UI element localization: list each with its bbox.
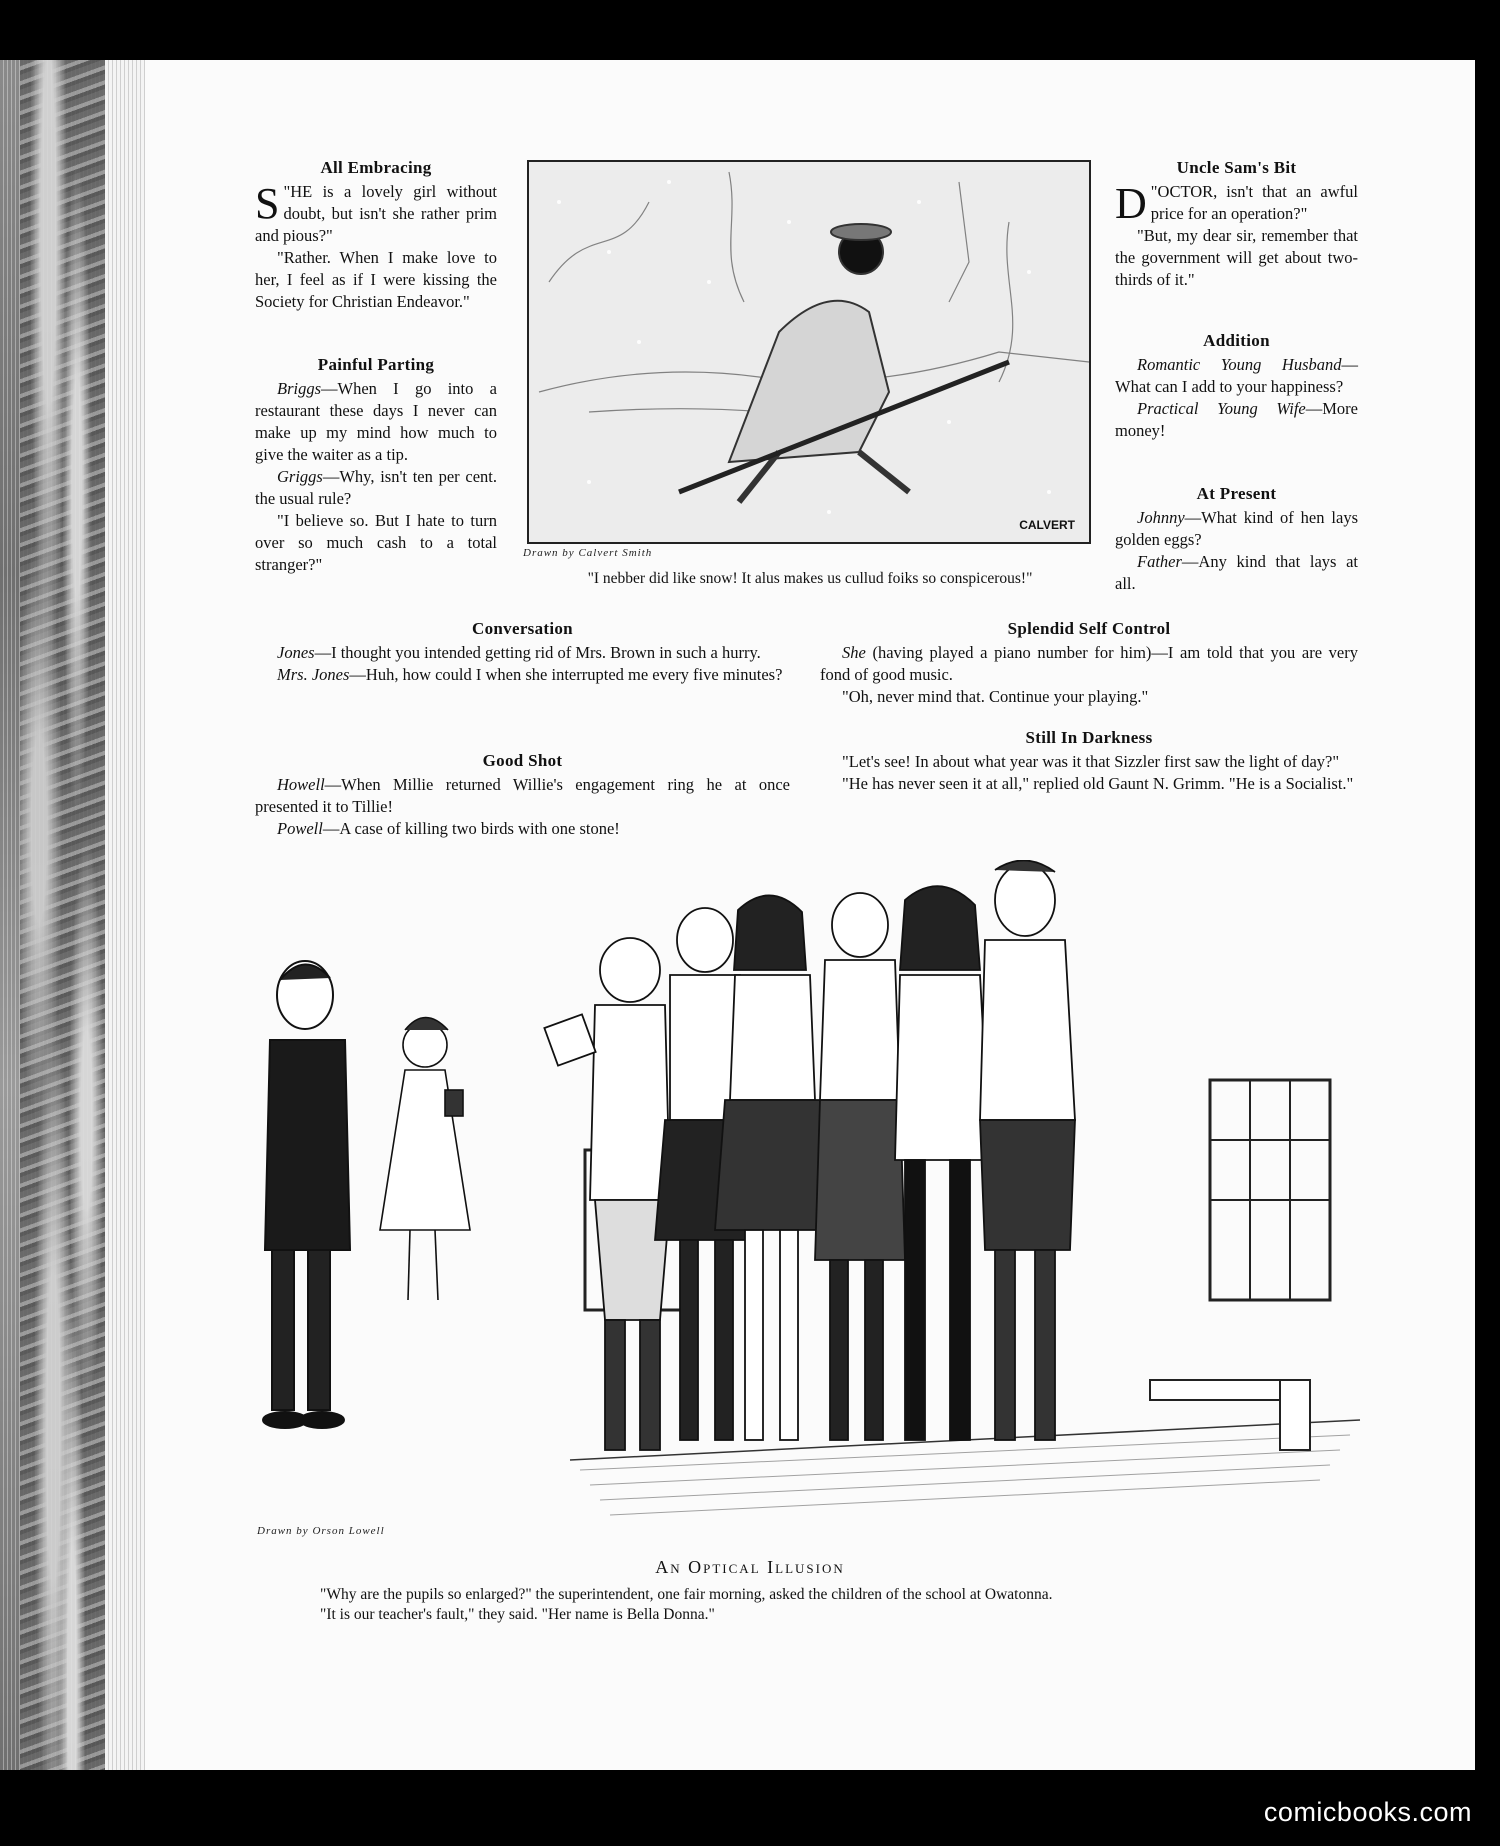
article-paragraph bbox=[255, 378, 497, 466]
article-paragraph: "Oh, never mind that. Continue your playing." bbox=[842, 687, 1149, 706]
snow-cartoon-caption: "I nebber did like snow! It alus makes us cullud foiks so conspicerous!" bbox=[587, 570, 1033, 587]
paragraph-text: —I thought you intended getting rid of Mrs. Brown in such a hurry. bbox=[314, 643, 761, 662]
article-uncle-sams-bit bbox=[1115, 157, 1358, 291]
caption-line: "It is our teacher's fault," they said. "Her name is Bella Donna." bbox=[320, 1606, 715, 1623]
paragraph-text: HE is a lovely girl without doubt, but isn't she rather prim and pious?" bbox=[255, 182, 497, 245]
article-title: Still In Darkness bbox=[1025, 728, 1153, 747]
article-paragraph bbox=[255, 466, 497, 510]
speaker: Jones bbox=[277, 643, 315, 662]
article-paragraph: "Let's see! In about what year was it that Sizzler first saw the light of day?" bbox=[842, 752, 1340, 771]
article-title: Conversation bbox=[472, 619, 573, 638]
article-splendid-self-control bbox=[820, 618, 1358, 708]
article-good-shot bbox=[255, 750, 790, 840]
speaker: Father bbox=[1137, 552, 1182, 571]
article-title: Splendid Self Control bbox=[1007, 619, 1171, 638]
article-title: Painful Parting bbox=[317, 355, 435, 374]
right-border bbox=[1478, 50, 1500, 1770]
paragraph-text: —Huh, how could I when she interrupted me every five minutes? bbox=[349, 665, 783, 684]
drop-cap: S bbox=[255, 179, 280, 228]
drop-cap: D bbox=[1115, 179, 1147, 228]
article-paragraph bbox=[1115, 551, 1358, 595]
article-paragraph bbox=[1115, 179, 1358, 228]
speaker: Romantic Young Husband bbox=[1137, 355, 1342, 374]
speaker: Johnny bbox=[1137, 508, 1185, 527]
speaker: Powell bbox=[277, 819, 323, 838]
paragraph-text: —When Millie returned Willie's engagement ring he at once presented it to Tillie! bbox=[255, 775, 790, 816]
article-paragraph: "Rather. When I make love to her, I feel as if I were kissing the Society for Christian Endeavor." bbox=[255, 248, 497, 311]
article-paragraph bbox=[255, 664, 790, 686]
article-paragraph bbox=[255, 774, 790, 818]
paragraph-text: (having played a piano number for him)—I am told that you are very fond of good music. bbox=[820, 643, 1358, 684]
cartoon-caption bbox=[320, 1585, 1280, 1625]
article-paragraph bbox=[255, 642, 790, 664]
article-all-embracing bbox=[255, 157, 497, 313]
speaker: Practical Young Wife bbox=[1137, 399, 1306, 418]
open-quote: " bbox=[283, 182, 291, 201]
watermark-text: comicbooks.com bbox=[1263, 1797, 1472, 1827]
snow-scene-drawing bbox=[529, 162, 1089, 542]
article-paragraph: "But, my dear sir, remember that the government will get about two-thirds of it." bbox=[1115, 226, 1358, 289]
article-title: Good Shot bbox=[482, 751, 563, 770]
snow-cartoon-illustration bbox=[527, 160, 1091, 544]
paragraph-text: —More money! bbox=[1115, 399, 1358, 440]
article-painful-parting bbox=[255, 354, 497, 576]
article-paragraph: "He has never seen it at all," replied old Gaunt N. Grimm. "He is a Socialist." bbox=[842, 774, 1354, 793]
paragraph-text: —Any kind that lays at all. bbox=[1115, 552, 1358, 593]
classroom-drawing bbox=[250, 860, 1380, 1540]
caption-line: "Why are the pupils so enlarged?" the superintendent, one fair morning, asked the children of the school at Owatonna. bbox=[320, 1586, 1053, 1603]
article-paragraph bbox=[1115, 507, 1358, 551]
paragraph-text: OCTOR, isn't that an awful price for an operation?" bbox=[1150, 182, 1358, 223]
article-at-present bbox=[1115, 483, 1358, 595]
speaker: Briggs bbox=[277, 379, 322, 398]
paragraph-text: —A case of killing two birds with one stone! bbox=[322, 819, 620, 838]
illustration-credit: Drawn by Calvert Smith bbox=[523, 547, 653, 559]
article-paragraph bbox=[255, 181, 497, 247]
paragraph-text: —When I go into a restaurant these days I never can make up my mind how much to give the waiter as a tip. bbox=[255, 379, 497, 464]
classroom-cartoon-illustration bbox=[250, 860, 1380, 1540]
article-title: Addition bbox=[1203, 331, 1270, 350]
page-stack-edge bbox=[105, 60, 145, 1770]
article-paragraph bbox=[255, 818, 790, 840]
paragraph-text: —What kind of hen lays golden eggs? bbox=[1115, 508, 1358, 549]
article-title: All Embracing bbox=[320, 158, 432, 177]
paragraph-text: —Why, isn't ten per cent. the usual rule? bbox=[255, 467, 497, 508]
speaker: Howell bbox=[277, 775, 325, 794]
marbled-edge bbox=[20, 60, 115, 1770]
article-paragraph bbox=[1115, 398, 1358, 442]
pupils-group bbox=[544, 860, 1075, 1450]
article-title: At Present bbox=[1196, 484, 1277, 503]
article-addition bbox=[1115, 330, 1358, 442]
speaker: She bbox=[842, 643, 866, 662]
paragraph-text: —What can I add to your happiness? bbox=[1115, 355, 1358, 396]
article-paragraph bbox=[1115, 354, 1358, 398]
speaker: Griggs bbox=[277, 467, 323, 486]
illustration-credit: Drawn by Orson Lowell bbox=[257, 1525, 385, 1537]
article-paragraph bbox=[820, 642, 1358, 686]
artist-signature: CALVERT bbox=[1019, 518, 1075, 532]
article-still-in-darkness bbox=[820, 727, 1358, 795]
cartoon-title: An Optical Illusion bbox=[655, 1557, 845, 1577]
article-paragraph: "I believe so. But I hate to turn over so much cash to a total stranger?" bbox=[255, 511, 497, 574]
article-conversation bbox=[255, 618, 790, 686]
article-title: Uncle Sam's Bit bbox=[1176, 158, 1297, 177]
open-quote: " bbox=[1150, 182, 1158, 201]
speaker: Mrs. Jones bbox=[277, 665, 350, 684]
